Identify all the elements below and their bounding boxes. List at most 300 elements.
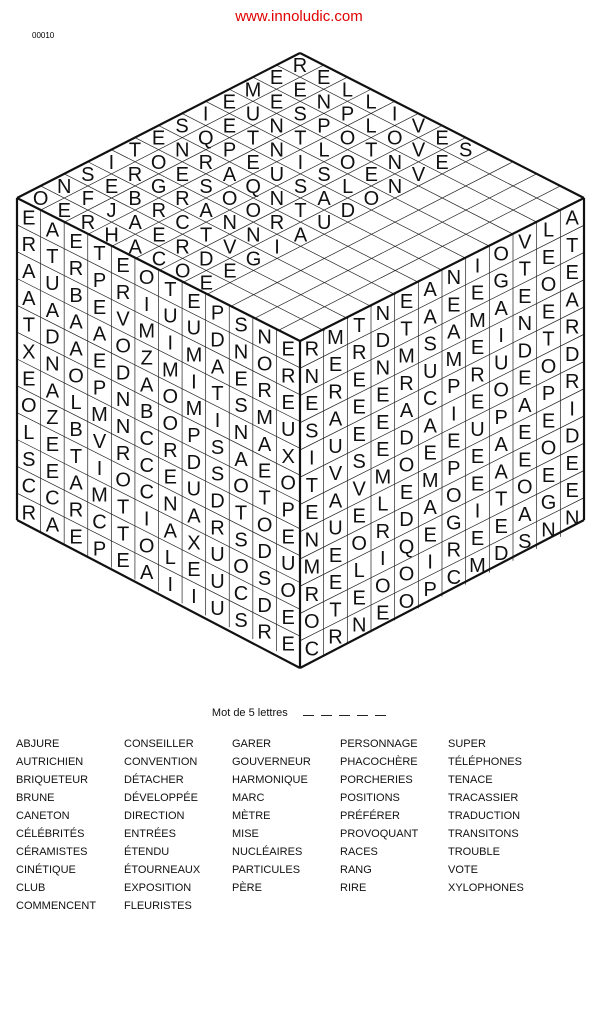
cube-letter[interactable]: R xyxy=(375,520,391,543)
cube-letter[interactable]: S xyxy=(257,568,272,590)
answer-slot[interactable] xyxy=(303,706,314,716)
cube-letter[interactable]: R xyxy=(351,342,367,365)
cube-letter[interactable]: S xyxy=(199,175,213,198)
cube-letter[interactable]: E xyxy=(518,285,532,308)
cube-letter[interactable]: N xyxy=(56,175,72,198)
cube-letter[interactable]: S xyxy=(293,175,308,198)
cube-letter[interactable]: T xyxy=(353,314,366,337)
cube-letter[interactable]: O xyxy=(398,454,415,477)
cube-letter[interactable]: A xyxy=(222,163,237,186)
cube-letter[interactable]: U xyxy=(245,103,261,126)
cube-letter[interactable]: G xyxy=(245,248,262,271)
cube-letter[interactable]: R xyxy=(328,626,343,649)
cube-letter[interactable]: O xyxy=(540,437,557,460)
cube-letter[interactable]: C xyxy=(21,475,37,498)
cube-letter[interactable]: P xyxy=(447,457,461,480)
cube-letter[interactable]: E xyxy=(246,151,260,174)
cube-letter[interactable]: I xyxy=(427,551,433,574)
cube-letter[interactable]: P xyxy=(92,538,107,561)
cube-letter[interactable]: O xyxy=(174,260,191,283)
cube-letter[interactable]: I xyxy=(474,255,481,278)
cube-letter[interactable]: E xyxy=(328,572,343,594)
cube-letter[interactable]: E xyxy=(565,480,579,503)
cube-letter[interactable]: C xyxy=(175,212,190,235)
cube-letter[interactable]: E xyxy=(281,392,295,415)
cube-letter[interactable]: O xyxy=(493,379,509,402)
cube-letter[interactable]: R xyxy=(151,200,167,223)
cube-letter[interactable]: E xyxy=(352,396,366,419)
cube-letter[interactable]: T xyxy=(542,328,555,351)
cube-letter[interactable]: C xyxy=(446,566,462,589)
cube-letter[interactable]: O xyxy=(363,188,380,210)
cube-letter[interactable]: E xyxy=(187,559,201,582)
cube-letter[interactable]: T xyxy=(495,488,508,511)
cube-letter[interactable]: S xyxy=(352,451,366,474)
cube-letter[interactable]: E xyxy=(447,294,461,317)
cube-letter[interactable]: S xyxy=(234,529,248,552)
cube-letter[interactable]: E xyxy=(305,502,319,525)
cube-letter[interactable]: N xyxy=(45,353,60,376)
cube-letter[interactable]: E xyxy=(470,446,485,468)
cube-letter[interactable]: E xyxy=(435,151,449,174)
cube-letter[interactable]: T xyxy=(116,523,130,546)
cube-letter[interactable]: D xyxy=(257,594,272,617)
cube-letter[interactable]: O xyxy=(375,575,391,598)
cube-letter[interactable]: E xyxy=(352,369,366,392)
cube-letter[interactable]: A xyxy=(45,219,60,242)
cube-letter[interactable]: L xyxy=(23,422,35,444)
cube-letter[interactable]: R xyxy=(80,212,96,235)
cube-letter[interactable]: A xyxy=(317,188,331,210)
cube-letter[interactable]: A xyxy=(234,448,248,471)
cube-letter[interactable]: N xyxy=(115,416,131,438)
cube-letter[interactable]: E xyxy=(305,393,319,416)
cube-letter[interactable]: O xyxy=(540,355,557,378)
cube-letter[interactable]: E xyxy=(269,67,284,90)
cube-letter[interactable]: V xyxy=(92,431,107,453)
cube-letter[interactable]: E xyxy=(293,79,307,102)
cube-letter[interactable]: E xyxy=(541,464,556,487)
cube-letter[interactable]: A xyxy=(293,224,308,247)
cube-letter[interactable]: T xyxy=(294,127,307,150)
cube-letter[interactable]: E xyxy=(199,272,213,295)
cube-letter[interactable]: E xyxy=(187,290,201,313)
cube-letter[interactable]: Z xyxy=(140,347,153,370)
cube-letter[interactable]: V xyxy=(116,308,130,331)
cube-letter[interactable]: E xyxy=(151,127,166,150)
cube-letter[interactable]: U xyxy=(45,273,60,295)
cube-letter[interactable]: N xyxy=(222,212,237,235)
cube-letter[interactable]: A xyxy=(210,356,225,379)
cube-letter[interactable]: O xyxy=(233,556,249,579)
cube-letter[interactable]: O xyxy=(256,514,273,537)
cube-letter[interactable]: O xyxy=(398,563,415,586)
cube-letter[interactable]: E xyxy=(328,544,343,567)
cube-letter[interactable]: A xyxy=(69,338,83,361)
cube-letter[interactable]: P xyxy=(92,377,107,400)
cube-letter[interactable]: O xyxy=(32,188,49,210)
cube-letter[interactable]: O xyxy=(304,611,320,634)
cube-letter[interactable]: S xyxy=(305,420,319,443)
cube-letter[interactable]: D xyxy=(493,543,509,566)
cube-letter[interactable]: D xyxy=(399,427,414,450)
cube-letter[interactable]: L xyxy=(377,493,389,516)
cube-letter[interactable]: E xyxy=(518,449,532,472)
cube-letter[interactable]: D xyxy=(210,329,225,352)
cube-letter[interactable]: P xyxy=(423,578,437,601)
cube-letter[interactable]: I xyxy=(498,325,504,348)
cube-letter[interactable]: M xyxy=(445,348,463,371)
cube-letter[interactable]: R xyxy=(304,338,320,361)
cube-letter[interactable]: B xyxy=(140,401,154,424)
cube-letter[interactable]: A xyxy=(518,394,532,417)
cube-letter[interactable]: E xyxy=(234,368,248,391)
cube-letter[interactable]: E xyxy=(447,430,461,453)
cube-letter[interactable]: T xyxy=(116,496,130,519)
cube-letter[interactable]: S xyxy=(423,333,437,356)
cube-letter[interactable]: R xyxy=(210,517,225,540)
cube-letter[interactable]: U xyxy=(210,544,225,567)
cube-letter[interactable]: R xyxy=(127,163,143,186)
cube-letter[interactable]: O xyxy=(387,127,403,150)
cube-letter[interactable]: S xyxy=(175,115,189,138)
cube-letter[interactable]: E xyxy=(376,411,390,434)
cube-letter[interactable]: O xyxy=(517,476,533,499)
cube-letter[interactable]: O xyxy=(162,413,179,435)
cube-letter[interactable]: V xyxy=(411,139,426,162)
cube-letter[interactable]: M xyxy=(185,344,203,367)
cube-letter[interactable]: M xyxy=(303,556,321,579)
cube-letter[interactable]: L xyxy=(342,175,354,198)
cube-letter[interactable]: N xyxy=(517,313,533,336)
cube-letter[interactable]: E xyxy=(470,282,485,305)
cube-letter[interactable]: E xyxy=(223,260,237,283)
cube-letter[interactable]: E xyxy=(470,527,485,550)
cube-letter[interactable]: E xyxy=(435,127,449,150)
cube-letter[interactable]: M xyxy=(421,469,439,492)
cube-letter[interactable]: R xyxy=(175,236,190,259)
cube-letter[interactable]: A xyxy=(45,380,60,403)
cube-letter[interactable]: O xyxy=(540,274,557,296)
cube-letter[interactable]: H xyxy=(104,224,119,247)
cube-letter[interactable]: U xyxy=(493,352,509,375)
cube-letter[interactable]: C xyxy=(139,428,154,450)
cube-letter[interactable]: D xyxy=(564,343,580,366)
cube-letter[interactable]: O xyxy=(256,353,273,376)
answer-slot[interactable] xyxy=(357,706,368,716)
cube-letter[interactable]: J xyxy=(106,200,117,223)
cube-letter[interactable]: E xyxy=(163,466,177,489)
cube-letter[interactable]: T xyxy=(46,246,59,269)
cube-letter[interactable]: R xyxy=(304,583,320,606)
cube-letter[interactable]: R xyxy=(163,439,178,462)
cube-letter[interactable]: R xyxy=(115,442,131,465)
cube-letter[interactable]: M xyxy=(398,345,415,368)
cube-letter[interactable]: E xyxy=(328,354,343,376)
cube-letter[interactable]: R xyxy=(399,372,414,395)
cube-letter[interactable]: E xyxy=(45,434,60,456)
cube-letter[interactable]: A xyxy=(423,279,437,302)
cube-letter[interactable]: O xyxy=(115,469,131,492)
cube-letter[interactable]: U xyxy=(210,597,225,620)
answer-slot[interactable] xyxy=(375,706,386,716)
cube-letter[interactable]: A xyxy=(423,306,437,329)
cube-letter[interactable]: O xyxy=(138,535,155,558)
cube-letter[interactable]: A xyxy=(128,212,142,235)
cube-letter[interactable]: R xyxy=(269,212,285,235)
cube-letter[interactable]: M xyxy=(469,309,486,332)
cube-letter[interactable]: A xyxy=(494,461,508,484)
cube-letter[interactable]: D xyxy=(198,248,214,271)
cube-letter[interactable]: E xyxy=(57,200,71,223)
cube-letter[interactable]: A xyxy=(22,287,36,310)
cube-letter[interactable]: V xyxy=(223,236,237,259)
cube-letter[interactable]: E xyxy=(257,460,272,483)
cube-letter[interactable]: R xyxy=(564,316,580,339)
cube-letter[interactable]: E xyxy=(352,505,366,528)
cube-letter[interactable]: N xyxy=(304,529,320,552)
cube-letter[interactable]: D xyxy=(375,330,391,353)
cube-letter[interactable]: I xyxy=(569,398,575,421)
cube-letter[interactable]: D xyxy=(186,451,202,474)
cube-letter[interactable]: C xyxy=(233,583,249,605)
cube-letter[interactable]: P xyxy=(281,499,295,522)
cube-letter[interactable]: M xyxy=(185,398,203,421)
cube-letter[interactable]: E xyxy=(565,262,579,285)
cube-letter[interactable]: R xyxy=(446,539,462,562)
cube-letter[interactable]: E xyxy=(364,163,378,186)
cube-letter[interactable]: O xyxy=(339,127,356,150)
cube-letter[interactable]: C xyxy=(92,511,107,534)
cube-letter[interactable]: V xyxy=(352,478,366,501)
cube-letter[interactable]: R xyxy=(21,502,37,525)
cube-letter[interactable]: N xyxy=(375,302,391,325)
cube-letter[interactable]: X xyxy=(281,445,295,468)
cube-letter[interactable]: A xyxy=(128,236,142,259)
cube-letter[interactable]: E xyxy=(22,368,36,391)
cube-letter[interactable]: N xyxy=(246,224,261,247)
cube-letter[interactable]: A xyxy=(494,434,508,457)
cube-letter[interactable]: A xyxy=(140,562,154,585)
cube-letter[interactable]: N xyxy=(269,115,284,138)
cube-letter[interactable]: N xyxy=(564,507,580,530)
cube-letter[interactable]: N xyxy=(269,139,284,162)
cube-letter[interactable]: G xyxy=(493,270,509,293)
cube-letter[interactable]: N xyxy=(115,389,131,412)
cube-letter[interactable]: Z xyxy=(46,407,59,430)
cube-letter[interactable]: T xyxy=(199,224,213,247)
cube-letter[interactable]: R xyxy=(21,234,37,257)
cube-letter[interactable]: S xyxy=(234,314,248,337)
cube-letter[interactable]: I xyxy=(191,371,197,394)
cube-letter[interactable]: A xyxy=(328,408,343,431)
cube-letter[interactable]: T xyxy=(518,258,531,281)
cube-letter[interactable]: M xyxy=(91,484,108,507)
cube-letter[interactable]: A xyxy=(140,374,154,397)
cube-letter[interactable]: P xyxy=(340,103,355,126)
cube-letter[interactable]: A xyxy=(45,299,60,322)
cube-letter[interactable]: V xyxy=(411,115,426,138)
cube-letter[interactable]: T xyxy=(566,234,579,257)
cube-letter[interactable]: O xyxy=(68,365,84,388)
cube-letter[interactable]: E xyxy=(281,338,295,361)
cube-letter[interactable]: P xyxy=(210,302,225,325)
cube-letter[interactable]: A xyxy=(45,514,60,537)
answer-slots[interactable] xyxy=(299,706,386,719)
cube-letter[interactable]: E xyxy=(399,291,414,313)
cube-letter[interactable]: N xyxy=(163,493,178,516)
cube-letter[interactable]: T xyxy=(211,383,224,406)
cube-letter[interactable]: S xyxy=(293,103,307,126)
cube-letter[interactable]: T xyxy=(164,278,177,301)
cube-letter[interactable]: L xyxy=(365,91,377,114)
cube-letter[interactable]: V xyxy=(411,163,426,186)
cube-letter[interactable]: A xyxy=(423,415,437,438)
cube-letter[interactable]: E xyxy=(281,633,295,656)
cube-letter[interactable]: N xyxy=(375,357,391,380)
cube-letter[interactable]: S xyxy=(22,448,36,471)
cube-letter[interactable]: N xyxy=(446,267,462,290)
cube-letter[interactable]: F xyxy=(81,188,95,210)
cube-letter[interactable]: R xyxy=(68,258,84,280)
cube-letter[interactable]: U xyxy=(328,435,343,458)
cube-letter[interactable]: N xyxy=(351,614,367,637)
cube-letter[interactable]: O xyxy=(21,395,37,418)
cube-letter[interactable]: E xyxy=(69,526,83,549)
cube-letter[interactable]: G xyxy=(446,512,462,535)
cube-letter[interactable]: T xyxy=(258,487,271,510)
cube-letter[interactable]: A xyxy=(565,289,579,312)
cube-letter[interactable]: R xyxy=(175,188,190,210)
cube-letter[interactable]: D xyxy=(210,490,225,513)
cube-letter[interactable]: A xyxy=(69,472,83,495)
cube-letter[interactable]: A xyxy=(494,297,508,320)
cube-letter[interactable]: N xyxy=(541,519,556,542)
cube-letter[interactable]: P xyxy=(494,406,508,429)
cube-letter[interactable]: A xyxy=(257,433,272,456)
cube-letter[interactable]: O xyxy=(221,188,238,210)
cube-letter[interactable]: L xyxy=(542,219,555,242)
cube-letter[interactable]: E xyxy=(376,439,390,462)
cube-letter[interactable]: E xyxy=(423,524,437,547)
cube-letter[interactable]: E xyxy=(470,337,485,359)
cube-letter[interactable]: R xyxy=(564,371,580,394)
cube-letter[interactable]: E xyxy=(281,526,295,549)
cube-letter[interactable]: O xyxy=(138,267,155,289)
cube-letter[interactable]: T xyxy=(128,139,142,162)
cube-letter[interactable]: N xyxy=(304,365,320,388)
cube-letter[interactable]: E xyxy=(541,410,556,433)
cube-letter[interactable]: A xyxy=(187,505,201,528)
cube-letter[interactable]: E xyxy=(269,91,284,114)
cube-letter[interactable]: P xyxy=(92,270,107,292)
cube-letter[interactable]: I xyxy=(474,500,481,523)
cube-letter[interactable]: T xyxy=(329,599,342,622)
cube-letter[interactable]: T xyxy=(93,243,106,266)
cube-letter[interactable]: T xyxy=(294,200,307,223)
cube-letter[interactable]: A xyxy=(399,400,414,422)
cube-letter[interactable]: A xyxy=(92,323,107,346)
cube-letter[interactable]: E xyxy=(565,452,579,475)
cube-letter[interactable]: U xyxy=(422,360,438,383)
cube-letter[interactable]: L xyxy=(353,560,365,583)
cube-letter[interactable]: O xyxy=(115,335,131,358)
cube-letter[interactable]: E xyxy=(92,296,107,319)
cube-letter[interactable]: E xyxy=(541,301,556,324)
cube-letter[interactable]: O xyxy=(339,151,356,174)
cube-letter[interactable]: Q xyxy=(198,127,214,150)
cube-letter[interactable]: I xyxy=(391,103,398,126)
cube-letter[interactable]: U xyxy=(186,478,202,501)
cube-letter[interactable]: N xyxy=(316,91,332,114)
cube-letter[interactable]: U xyxy=(186,317,202,340)
cube-letter[interactable]: R xyxy=(280,365,296,388)
cube-letter[interactable]: X xyxy=(187,532,201,555)
cube-letter[interactable]: C xyxy=(139,454,154,477)
cube-letter[interactable]: I xyxy=(309,447,315,470)
cube-letter[interactable]: E xyxy=(152,224,166,247)
cube-letter[interactable]: D xyxy=(45,326,60,349)
cube-letter[interactable]: A xyxy=(199,200,213,223)
cube-letter[interactable]: E xyxy=(222,115,237,138)
cube-letter[interactable]: O xyxy=(398,590,415,613)
cube-letter[interactable]: M xyxy=(161,359,179,382)
cube-letter[interactable]: I xyxy=(214,410,221,432)
cube-letter[interactable]: M xyxy=(91,404,108,427)
cube-letter[interactable]: P xyxy=(222,139,237,162)
cube-letter[interactable]: O xyxy=(280,580,296,602)
cube-letter[interactable]: B xyxy=(128,188,142,210)
cube-letter[interactable]: O xyxy=(493,243,509,266)
cube-letter[interactable]: T xyxy=(69,445,83,468)
cube-letter[interactable]: O xyxy=(446,485,462,508)
cube-letter[interactable]: E xyxy=(92,350,107,373)
cube-letter[interactable]: E xyxy=(281,606,295,629)
cube-letter[interactable]: B xyxy=(69,284,83,307)
cube-letter[interactable]: L xyxy=(70,392,82,415)
cube-letter[interactable]: Q xyxy=(245,175,261,198)
cube-letter[interactable]: A xyxy=(328,490,343,513)
cube-letter[interactable]: P xyxy=(447,376,461,399)
cube-letter[interactable]: E xyxy=(104,175,119,198)
site-url-link[interactable]: www.innoludic.com xyxy=(235,8,363,25)
cube-letter[interactable]: O xyxy=(245,200,262,223)
cube-letter[interactable]: U xyxy=(163,305,178,328)
cube-letter[interactable]: R xyxy=(257,621,272,644)
cube-letter[interactable]: M xyxy=(256,407,273,429)
cube-letter[interactable]: A xyxy=(423,497,437,520)
cube-letter[interactable]: I xyxy=(96,457,103,480)
cube-letter[interactable]: V xyxy=(518,231,532,254)
cube-letter[interactable]: T xyxy=(22,314,35,337)
cube-letter[interactable]: I xyxy=(191,586,197,608)
cube-letter[interactable]: N xyxy=(257,326,272,349)
cube-letter[interactable]: N xyxy=(269,188,285,210)
cube-letter[interactable]: R xyxy=(257,380,272,403)
cube-letter[interactable]: A xyxy=(565,207,579,230)
cube-letter[interactable]: E xyxy=(470,391,485,414)
cube-letter[interactable]: R xyxy=(115,281,131,304)
cube-letter[interactable]: T xyxy=(305,474,318,497)
cube-letter[interactable]: U xyxy=(328,517,343,540)
cube-letter[interactable]: L xyxy=(164,547,176,570)
cube-letter[interactable]: D xyxy=(564,425,580,448)
cube-letter[interactable]: R xyxy=(470,364,485,387)
cube-letter[interactable]: D xyxy=(115,362,131,385)
cube-letter[interactable]: D xyxy=(399,509,414,531)
cube-letter[interactable]: I xyxy=(451,403,457,426)
cube-letter[interactable]: E xyxy=(376,602,390,625)
